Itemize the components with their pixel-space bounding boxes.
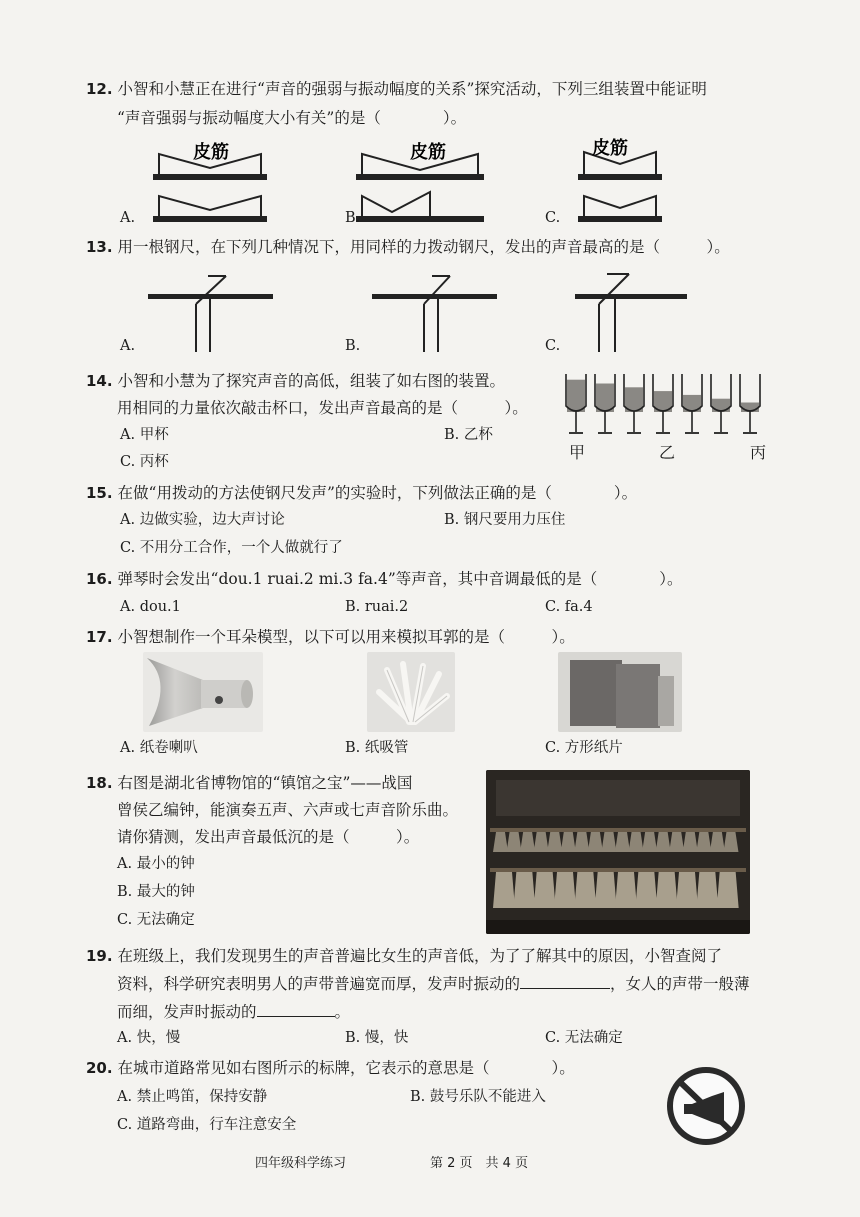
q20-number: 20. xyxy=(86,1059,113,1077)
bell xyxy=(696,872,718,908)
q20-option-b[interactable]: B. 鼓号乐队不能进入 xyxy=(410,1089,546,1105)
cup-label-jia: 甲 xyxy=(569,443,586,462)
q20-option-a[interactable]: A. 禁止鸣笛，保持安静 xyxy=(117,1089,268,1105)
q19-blank-1[interactable] xyxy=(520,972,610,989)
cup-label-yi: 乙 xyxy=(659,443,676,462)
bell xyxy=(493,872,515,908)
q17-option-a[interactable]: A. 纸卷喇叭 xyxy=(120,740,198,756)
q18-option-c[interactable]: C. 无法确定 xyxy=(117,912,195,928)
q16-option-a[interactable]: A. dou.1 xyxy=(120,599,181,615)
q19-option-c[interactable]: C. 无法确定 xyxy=(545,1030,623,1046)
q13-option-a[interactable]: A. xyxy=(120,338,136,354)
q17-option-c[interactable]: C. 方形纸片 xyxy=(545,740,623,756)
water-glass-6 xyxy=(711,374,731,433)
no-honking-sign-icon xyxy=(664,1064,748,1148)
q12-option-c[interactable]: C. xyxy=(545,210,561,226)
footer-subject: 四年级科学练习 xyxy=(255,1156,347,1171)
q19-text1: 在班级上，我们发现男生的声音普遍比女生的声音低，为了了解其中的原因，小智查阅了 xyxy=(117,947,723,965)
band-label-c: 皮筋 xyxy=(592,138,628,159)
q19-line2 xyxy=(117,972,750,995)
q12-number: 12. xyxy=(86,80,113,98)
q15-option-b[interactable]: B. 钢尺要用力压住 xyxy=(444,512,566,528)
q13-number: 13. xyxy=(86,238,113,256)
q14-line2: 用相同的力量依次敲击杯口，发出声音最高的是（ ）。 xyxy=(117,399,528,417)
q12-option-b[interactable]: B. xyxy=(345,210,361,226)
q13-option-c[interactable]: C. xyxy=(545,338,561,354)
q16-line xyxy=(86,568,683,590)
q19-text2a: 资料，科学研究表明男人的声带普遍宽而厚，发声时振动的 xyxy=(117,975,521,993)
q16-text: 弹琴时会发出“dou.1 ruai.2 mi.3 fa.4”等声音，其中音调最低的是（ ）。 xyxy=(117,570,683,588)
q14-text1: 小智和小慧为了探究声音的高低，组装了如右图的装置。 xyxy=(117,372,506,390)
q19-line3 xyxy=(117,1000,350,1023)
q18-line1 xyxy=(86,772,412,794)
q18-line2: 曾侯乙编钟，能演奏五声、六声或七声音阶乐曲。 xyxy=(117,801,459,819)
q15-text: 在做“用拨动的方法使钢尺发声”的实验时，下列做法正确的是（ ）。 xyxy=(117,484,638,502)
q16-option-b[interactable]: B. ruai.2 xyxy=(345,599,409,615)
water-glass-4 xyxy=(653,374,673,433)
q20-line xyxy=(86,1057,575,1079)
q19-line1 xyxy=(86,945,722,967)
q12-option-a[interactable]: A. xyxy=(120,210,136,226)
q14-number: 14. xyxy=(86,372,113,390)
bell xyxy=(513,872,535,908)
q15-line xyxy=(86,482,637,504)
q19-text3b: 。 xyxy=(334,1003,351,1021)
q20-text: 在城市道路常见如右图所示的标牌，它表示的意思是（ ）。 xyxy=(117,1059,575,1077)
q16-option-c[interactable]: C. fa.4 xyxy=(545,599,593,615)
q13-line xyxy=(86,236,730,258)
square-paper-image xyxy=(558,652,682,732)
q15-option-c[interactable]: C. 不用分工合作，一个人做就行了 xyxy=(120,540,343,556)
q18-line3: 请你猜测，发出声音最低沉的是（ ）。 xyxy=(117,828,420,846)
q12-line2: “声音强弱与振动幅度大小有关”的是（ ）。 xyxy=(117,109,467,127)
q18-text1: 右图是湖北省博物馆的“镇馆之宝”——战国 xyxy=(117,774,413,792)
q12-figure-b xyxy=(350,140,490,230)
q18-option-a[interactable]: A. 最小的钟 xyxy=(117,856,195,872)
paper-horn-image xyxy=(143,652,263,732)
water-glass-1 xyxy=(566,374,586,433)
q17-line xyxy=(86,626,575,648)
q19-option-b[interactable]: B. 慢，快 xyxy=(345,1030,409,1046)
q12-line1 xyxy=(86,78,707,100)
q14-option-a[interactable]: A. 甲杯 xyxy=(120,427,169,443)
q13-figure-a xyxy=(148,268,278,354)
bell xyxy=(574,872,596,908)
bell xyxy=(717,872,739,908)
q12-figure-a xyxy=(145,140,275,230)
cup-label-bing: 丙 xyxy=(750,443,767,462)
band-label-a: 皮筋 xyxy=(193,142,229,163)
band-label-b: 皮筋 xyxy=(410,142,446,163)
bell xyxy=(656,872,678,908)
q14-cups-figure xyxy=(562,370,772,438)
q19-number: 19. xyxy=(86,947,113,965)
bell xyxy=(595,872,617,908)
q20-option-c[interactable]: C. 道路弯曲，行车注意安全 xyxy=(117,1117,297,1133)
water-glass-2 xyxy=(595,374,615,433)
bell xyxy=(615,872,637,908)
q17-number: 17. xyxy=(86,628,113,646)
q16-number: 16. xyxy=(86,570,113,588)
q17-text: 小智想制作一个耳朵模型，以下可以用来模拟耳郭的是（ ）。 xyxy=(117,628,575,646)
water-glass-3 xyxy=(624,374,644,433)
water-glass-7 xyxy=(740,374,760,433)
water-glass-5 xyxy=(682,374,702,433)
q14-line1 xyxy=(86,370,505,392)
q13-figure-b xyxy=(372,268,502,354)
q19-text2b: ，女人的声带一般薄 xyxy=(610,975,750,993)
q13-text: 用一根钢尺，在下列几种情况下，用同样的力拨动钢尺，发出的声音最高的是（ ）。 xyxy=(117,238,730,256)
bell xyxy=(554,872,576,908)
q17-option-b[interactable]: B. 纸吸管 xyxy=(345,740,409,756)
q12-text1: 小智和小慧正在进行“声音的强弱与振动幅度的关系”探究活动，下列三组装置中能证明 xyxy=(117,80,707,98)
q19-text3a: 而细，发声时振动的 xyxy=(117,1003,257,1021)
q19-option-a[interactable]: A. 快，慢 xyxy=(117,1030,181,1046)
bell xyxy=(676,872,698,908)
q14-option-c[interactable]: C. 丙杯 xyxy=(120,454,169,470)
q18-option-b[interactable]: B. 最大的钟 xyxy=(117,884,195,900)
q12-figure-c xyxy=(572,136,672,230)
q13-figure-c xyxy=(575,266,695,354)
q18-number: 18. xyxy=(86,774,113,792)
q14-option-b[interactable]: B. 乙杯 xyxy=(444,427,493,443)
q19-blank-2[interactable] xyxy=(257,1000,335,1017)
q15-number: 15. xyxy=(86,484,113,502)
footer-page-number: 第 2 页 共 4 页 xyxy=(430,1156,529,1171)
bell xyxy=(635,872,657,908)
q15-option-a[interactable]: A. 边做实验，边大声讨论 xyxy=(120,512,285,528)
q13-option-b[interactable]: B. xyxy=(345,338,361,354)
paper-straws-image xyxy=(367,652,455,732)
bell xyxy=(534,872,556,908)
bianzhong-bells-image xyxy=(486,770,750,934)
